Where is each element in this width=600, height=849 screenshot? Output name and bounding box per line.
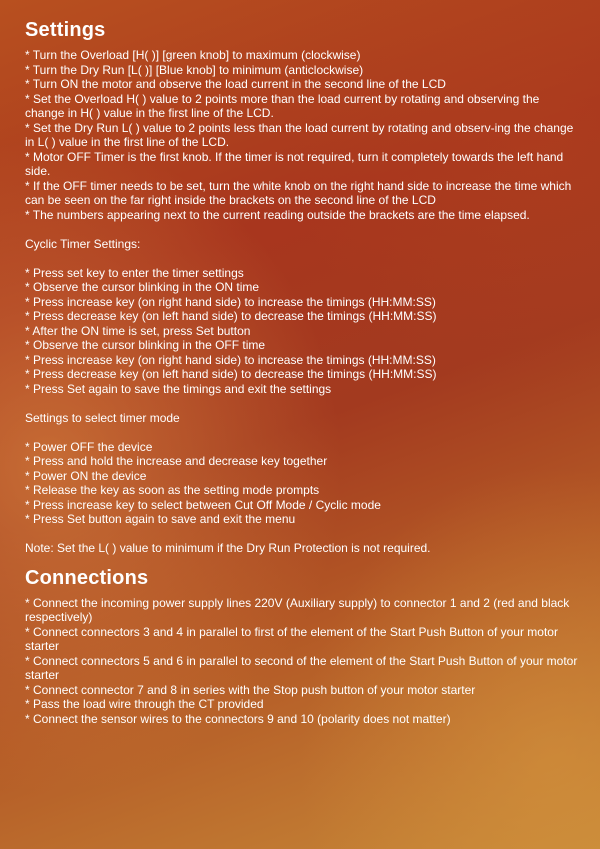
connection-step: * Connect the incoming power supply lines 220V (Auxiliary supply) to connector 1 and 2 (red and black respectively) (25, 595, 570, 624)
instructions-page (25, 16, 580, 726)
mode-step: * Press increase key to select between Cut Off Mode / Cyclic mode (25, 497, 381, 512)
dry-run-note: Note: Set the L( ) value to minimum if the Dry Run Protection is not required. (25, 541, 431, 555)
mode-step: * Release the key as soon as the setting mode prompts (25, 483, 320, 497)
connection-step: * Connect connectors 3 and 4 in parallel to first of the element of the Start Push Button of your motor starter (25, 624, 558, 653)
mode-step: * Power OFF the device (25, 439, 153, 454)
settings-line: * Set the Overload H( ) value to 2 points more than the load current by rotating and observing the change in H( ) value in the first line of the LCD. (25, 91, 540, 120)
settings-line: * Turn ON the motor and observe the load current in the second line of the LCD (25, 77, 446, 91)
settings-heading: Settings (25, 19, 106, 41)
mode-step: * Power ON the device (25, 468, 147, 483)
cyclic-step: * Press Set again to save the timings and exit the settings (25, 381, 332, 396)
timer-mode-heading: Settings to select timer mode (25, 410, 180, 425)
settings-line: * The numbers appearing next to the current reading outside the brackets are the time elapsed. (25, 207, 530, 222)
cyclic-step: * Observe the cursor blinking in the ON time (25, 280, 260, 294)
cyclic-step: * Press decrease key (on left hand side) to decrease the timings (HH:MM:SS) (25, 309, 437, 323)
cyclic-step: * Press decrease key (on left hand side) to decrease the timings (HH:MM:SS) (25, 367, 437, 381)
cyclic-step: * After the ON time is set, press Set button (25, 323, 251, 338)
settings-line: * If the OFF timer needs to be set, turn the white knob on the right hand side to increase the time which can be seen on the far right inside the brackets on the second line of the LCD (25, 178, 572, 207)
connections-list (25, 596, 580, 727)
settings-line: * Turn the Overload [H( )] [green knob] to maximum (clockwise) (25, 48, 361, 62)
settings-line: * Turn the Dry Run [L( )] [Blue knob] to minimum (anticlockwise) (25, 62, 364, 77)
timer-mode-steps (25, 440, 580, 527)
cyclic-step: * Press increase key (on right hand side) to increase the timings (HH:MM:SS) (25, 352, 436, 367)
connection-step: * Connect the sensor wires to the connectors 9 and 10 (polarity does not matter) (25, 711, 451, 726)
mode-step: * Press and hold the increase and decrease key together (25, 454, 328, 468)
connection-step: * Connect connector 7 and 8 in series with the Stop push button of your motor starter (25, 682, 476, 697)
connection-step: * Pass the load wire through the CT provided (25, 697, 264, 711)
mode-step: * Press Set button again to save and exit the menu (25, 512, 296, 526)
connections-heading: Connections (25, 566, 149, 589)
cyclic-timer-heading: Cyclic Timer Settings: (25, 236, 141, 251)
cyclic-step: * Observe the cursor blinking in the OFF time (25, 338, 266, 352)
cyclic-step: * Press increase key (on right hand side) to increase the timings (HH:MM:SS) (25, 294, 436, 309)
cyclic-step: * Press set key to enter the timer settings (25, 265, 244, 280)
settings-intro (25, 48, 580, 222)
settings-line: * Motor OFF Timer is the first knob. If the timer is not required, turn it completely towards the left hand side. (25, 149, 564, 178)
settings-line: * Set the Dry Run L( ) value to 2 points less than the load current by rotating and observ-ing the change in L( ) value in the first line of the LCD. (25, 120, 574, 149)
connection-step: * Connect connectors 5 and 6 in parallel to second of the element of the Start Push Button of your motor starter (25, 653, 578, 682)
cyclic-timer-steps (25, 266, 580, 397)
